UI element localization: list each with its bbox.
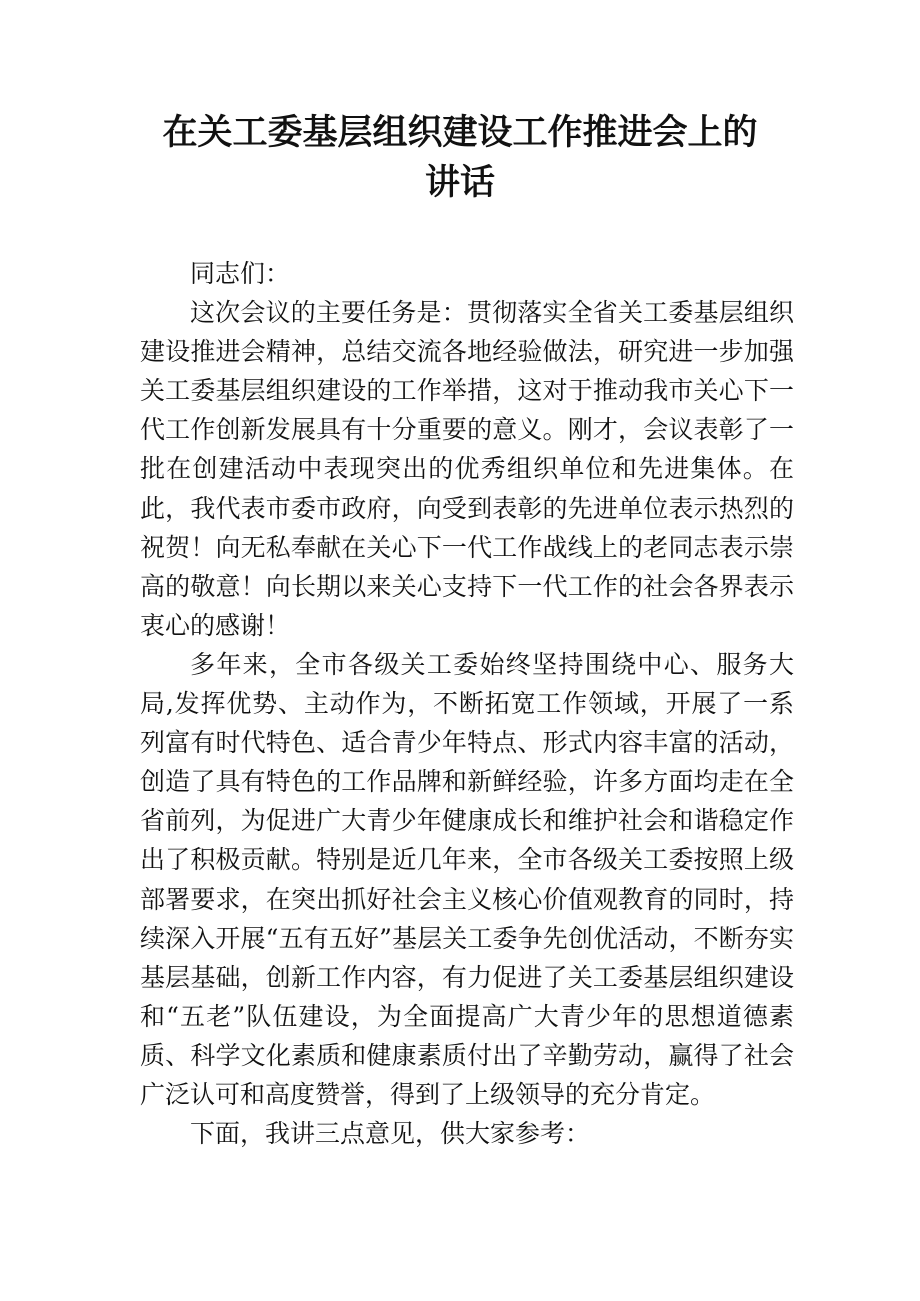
paragraph-3: 下面，我讲三点意见，供大家参考： [190,1119,591,1149]
document-title: 在关工委基层组织建设工作推进会上的讲话 [162,113,758,203]
greeting: 同志们： [190,259,291,288]
paragraph-2: 多年来，全市各级关工委始终坚持围绕中心、服务大局,发挥优势、主动作为，不断拓宽工作领域，开展了一系列富有时代特色、适合青少年特点、形式内容丰富的活动，创造了具有特色的工作品牌和新鲜经验，许多方面均走在全省前列，为促进广大青少年健康成长和维护社会和谐稳定作出了积极贡献。特别是近几年来，全市各级关工委按照上级部署要求，在突出抓好社会主义核心价值观教育的同时，持续深入开展“五有五好”基层关工委争先创优活动，不断夯实基层基础，创新工作内容，有力促进了关工委基层组织建设和“五老”队伍建设，为全面提高广大青少年的思想道德素质、科学文化素质和健康素质付出了辛勤劳动，赢得了社会广泛认可和高度赞誉，得到了上级领导的充分肯定。 [140,649,794,1109]
paragraph-1: 这次会议的主要任务是：贯彻落实全省关工委基层组织建设推进会精神，总结交流各地经验做法，研究进一步加强关工委基层组织建设的工作举措，这对于推动我市关心下一代工作创新发展具有十分重要的意义。刚才，会议表彰了一批在创建活动中表现突出的优秀组织单位和先进集体。在此，我代表市委市政府，向受到表彰的先进单位表示热烈的祝贺！向无私奉献在关心下一代工作战线上的老同志表示崇高的敬意！向长期以来关心支持下一代工作的社会各界表示衷心的感谢！ [140,298,794,640]
document-body [140,254,794,1153]
